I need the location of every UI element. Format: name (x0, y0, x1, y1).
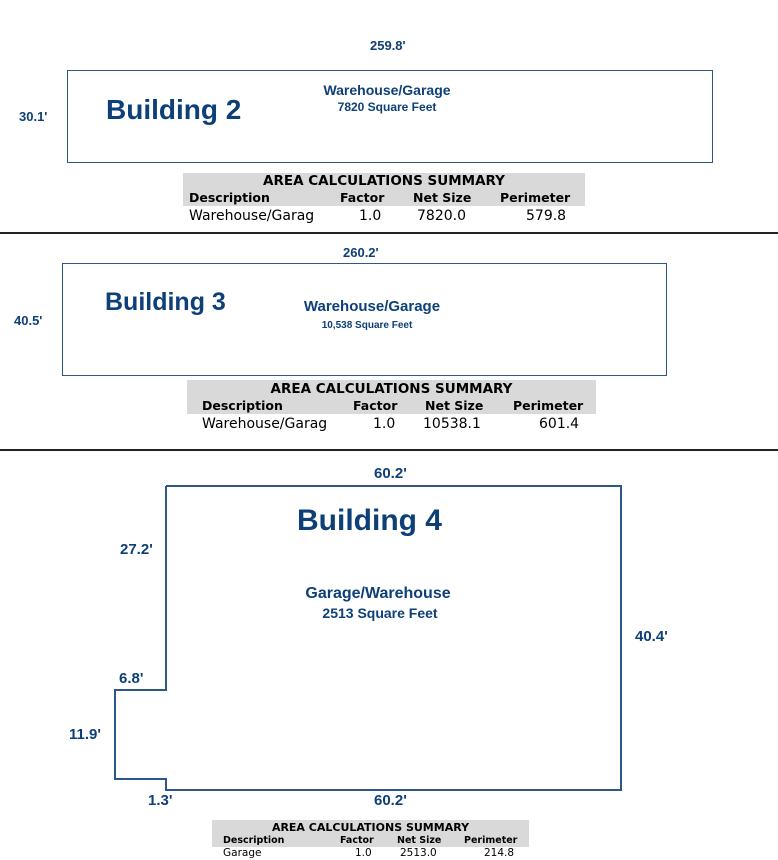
row-perimeter: 601.4 (539, 416, 580, 432)
summary-row (212, 847, 529, 860)
building-4-bottom-dimension: 60.2' (374, 792, 407, 809)
row-net-size: 10538.1 (423, 416, 481, 432)
row-net-size: 2513.0 (400, 847, 437, 859)
row-net-size: 7820.0 (417, 208, 466, 224)
col-perimeter: Perimeter (500, 190, 571, 205)
building-2-left-dimension: 30.1' (19, 109, 48, 124)
building-4-use: Garage/Warehouse (305, 585, 451, 602)
row-factor: 1.0 (373, 416, 396, 432)
building-3-left-dimension: 40.5' (14, 313, 43, 328)
col-factor: Factor (340, 835, 374, 846)
col-factor: Factor (340, 190, 385, 205)
building-3-top-dimension: 260.2' (343, 245, 379, 260)
building-3-use: Warehouse/Garage (303, 298, 441, 315)
building-4-upper-left-dimension: 27.2' (120, 541, 153, 558)
summary-title: AREA CALCULATIONS SUMMARY (270, 381, 513, 397)
building-2-name: Building 2 (106, 94, 242, 125)
row-description: Warehouse/Garag (189, 208, 315, 224)
building-4-notch-top-dimension: 6.8' (119, 670, 144, 687)
row-factor: 1.0 (359, 208, 382, 224)
building-2-area: 7820 Square Feet (337, 100, 437, 114)
col-perimeter: Perimeter (513, 398, 584, 413)
col-net-size: Net Size (413, 190, 472, 205)
col-perimeter: Perimeter (464, 835, 518, 846)
row-perimeter: 579.8 (526, 208, 567, 224)
building-3-area: 10,538 Square Feet (321, 320, 413, 331)
summary-title: AREA CALCULATIONS SUMMARY (271, 821, 470, 834)
col-factor: Factor (353, 398, 398, 413)
building-4-notch-side-dimension: 11.9' (69, 726, 101, 743)
summary-column-headers (212, 835, 529, 847)
row-description: Warehouse/Garag (202, 416, 328, 432)
building-2-top-dimension: 259.8' (370, 38, 406, 53)
col-description: Description (189, 190, 270, 205)
building-2-use: Warehouse/Garage (323, 82, 451, 98)
summary-header-band (212, 820, 529, 847)
building-4-right-dimension: 40.4' (635, 628, 668, 645)
row-perimeter: 214.8 (484, 847, 515, 859)
col-description: Description (223, 835, 285, 846)
building-4-name: Building 4 (297, 504, 442, 537)
col-net-size: Net Size (425, 398, 484, 413)
building-4-top-dimension: 60.2' (374, 465, 407, 482)
row-description: Garage (223, 847, 262, 859)
row-factor: 1.0 (355, 847, 372, 859)
summary-title: AREA CALCULATIONS SUMMARY (263, 173, 505, 189)
building-3-name: Building 3 (105, 288, 226, 316)
building-4-area: 2513 Square Feet (322, 605, 438, 621)
building-4-notch-bottom-dimension: 1.3' (148, 792, 173, 809)
col-description: Description (202, 398, 283, 413)
building-4-area-summary (212, 820, 529, 860)
col-net-size: Net Size (397, 835, 442, 846)
